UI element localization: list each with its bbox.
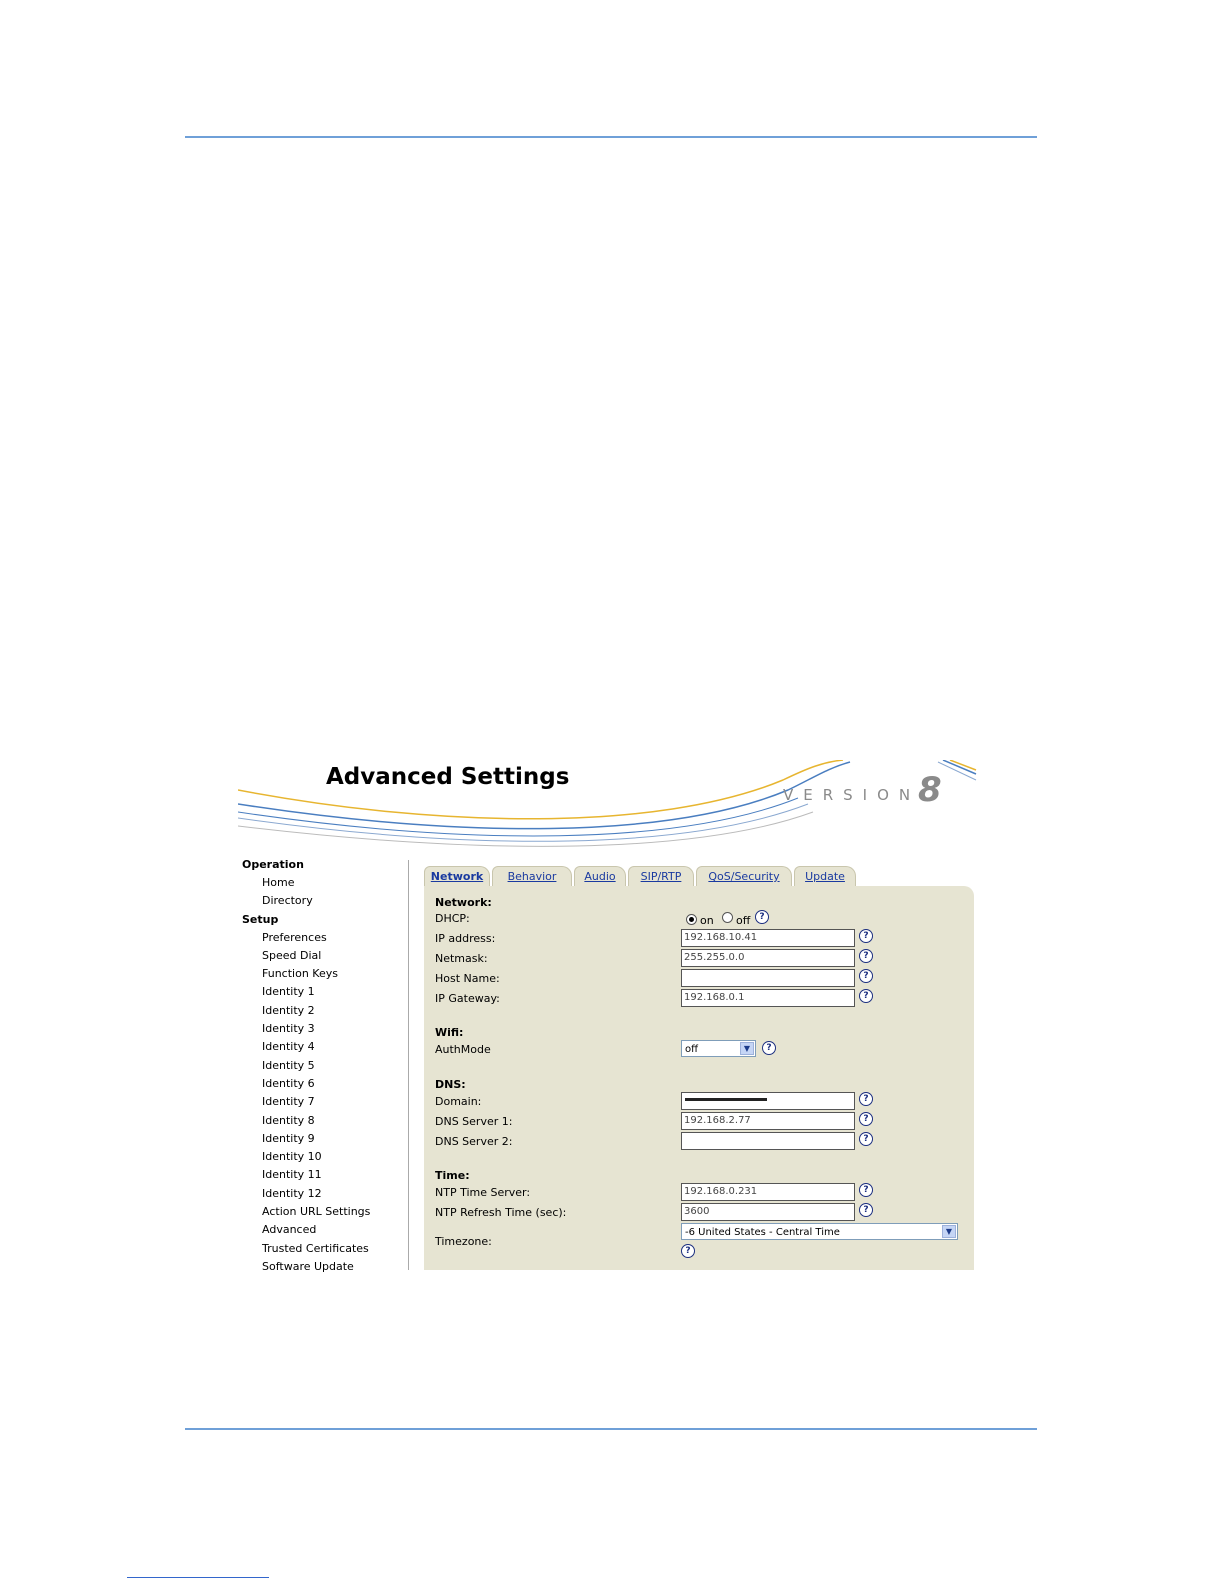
sidebar-item-identity-10[interactable]: Identity 10: [262, 1150, 322, 1164]
timezone-label: Timezone:: [435, 1235, 492, 1248]
ntp-time-server-label: NTP Time Server:: [435, 1186, 531, 1199]
ip-gateway-label: IP Gateway:: [435, 992, 500, 1005]
sidebar-item-action-url-settings[interactable]: Action URL Settings: [262, 1205, 371, 1219]
sidebar-item-home[interactable]: Home: [262, 876, 295, 889]
sidebar-item-speed-dial[interactable]: Speed Dial: [262, 948, 322, 962]
domain-label: Domain:: [435, 1095, 482, 1108]
sidebar-item-identity-12[interactable]: Identity 12: [262, 1186, 322, 1200]
sidebar-item-advanced[interactable]: Advanced: [262, 1223, 317, 1237]
dhcp-on-label: on: [700, 914, 714, 927]
host-name-label: Host Name:: [435, 972, 500, 985]
version-label: VERSION: [783, 786, 921, 804]
header-rule: [185, 136, 1037, 138]
host-name-field[interactable]: [681, 969, 855, 987]
ip-address-label: IP address:: [435, 932, 496, 945]
timezone-value: -6 United States - Central Time: [685, 1227, 840, 1238]
netmask-field[interactable]: 255.255.0.0: [681, 949, 855, 967]
dhcp-off-label: off: [736, 914, 751, 927]
ip-gateway-help-icon[interactable]: ?: [859, 989, 873, 1003]
sidebar-item-directory[interactable]: Directory: [262, 894, 313, 908]
ntp-time-server-help-icon[interactable]: ?: [859, 1183, 873, 1197]
tab-update[interactable]: Update: [794, 866, 856, 887]
tab-behavior[interactable]: Behavior: [492, 866, 572, 887]
footnote-separator: [127, 1577, 269, 1578]
sidebar-nav: [238, 856, 408, 1276]
chevron-down-icon[interactable]: ▼: [740, 1042, 754, 1055]
chevron-down-icon[interactable]: ▼: [942, 1225, 956, 1238]
domain-field[interactable]: [681, 1092, 855, 1110]
sidebar-item-identity-7[interactable]: Identity 7: [262, 1095, 315, 1109]
banner: [238, 760, 986, 855]
footer-rule: [185, 1428, 1037, 1430]
sidebar-item-identity-6[interactable]: Identity 6: [262, 1076, 315, 1090]
ip-gateway-field[interactable]: 192.168.0.1: [681, 989, 855, 1007]
ip-address-field[interactable]: 192.168.10.41: [681, 929, 855, 947]
sidebar-item-software-update[interactable]: Software Update: [262, 1259, 354, 1273]
sidebar-item-identity-9[interactable]: Identity 9: [262, 1131, 315, 1145]
page-title: Advanced Settings: [326, 764, 570, 790]
dhcp-help-icon[interactable]: ?: [755, 910, 769, 924]
sidebar-heading-operation: Operation: [242, 858, 304, 871]
host-name-help-icon[interactable]: ?: [859, 969, 873, 983]
sidebar-item-identity-8[interactable]: Identity 8: [262, 1113, 315, 1127]
tab-sip-rtp[interactable]: SIP/RTP: [628, 866, 694, 887]
authmode-help-icon[interactable]: ?: [762, 1041, 776, 1055]
sidebar-item-identity-11[interactable]: Identity 11: [262, 1168, 322, 1182]
dns-server-2-label: DNS Server 2:: [435, 1135, 513, 1148]
network-heading: Network:: [435, 896, 492, 909]
dns-server-2-field[interactable]: [681, 1132, 855, 1150]
sidebar-item-identity-5[interactable]: Identity 5: [262, 1058, 315, 1072]
timezone-help-icon[interactable]: ?: [681, 1244, 695, 1258]
sidebar-divider: [408, 860, 409, 1270]
screenshot-figure: [238, 760, 986, 1273]
redaction-mark: [685, 1098, 767, 1101]
wifi-heading: Wifi:: [435, 1026, 464, 1039]
sidebar-item-function-keys[interactable]: Function Keys: [262, 967, 338, 981]
sidebar-item-trusted-certificates[interactable]: Trusted Certificates: [262, 1241, 369, 1255]
domain-help-icon[interactable]: ?: [859, 1092, 873, 1106]
sidebar-heading-setup: Setup: [242, 912, 279, 926]
authmode-label: AuthMode: [435, 1043, 491, 1056]
dhcp-on-radio[interactable]: [686, 914, 697, 925]
sidebar-item-identity-2[interactable]: Identity 2: [262, 1003, 315, 1017]
sidebar-item-identity-3[interactable]: Identity 3: [262, 1022, 315, 1036]
tab-audio[interactable]: Audio: [574, 866, 626, 887]
dns-server-1-help-icon[interactable]: ?: [859, 1112, 873, 1126]
dns-server-1-field[interactable]: 192.168.2.77: [681, 1112, 855, 1130]
netmask-label: Netmask:: [435, 952, 488, 965]
ntp-refresh-label: NTP Refresh Time (sec):: [435, 1206, 567, 1219]
time-heading: Time:: [435, 1169, 470, 1182]
tab-network[interactable]: Network: [424, 866, 490, 887]
dhcp-off-radio[interactable]: [722, 912, 733, 923]
ntp-refresh-help-icon[interactable]: ?: [859, 1203, 873, 1217]
netmask-help-icon[interactable]: ?: [859, 949, 873, 963]
ntp-refresh-field[interactable]: 3600: [681, 1203, 855, 1221]
settings-panel: [424, 886, 974, 1270]
sidebar-item-identity-1[interactable]: Identity 1: [262, 985, 315, 999]
authmode-select[interactable]: [681, 1040, 756, 1057]
sidebar-item-identity-4[interactable]: Identity 4: [262, 1040, 315, 1054]
dns-heading: DNS:: [435, 1078, 466, 1091]
version-number: 8: [918, 770, 942, 810]
ip-address-help-icon[interactable]: ?: [859, 929, 873, 943]
timezone-select[interactable]: [681, 1223, 958, 1240]
tab-qos-security[interactable]: QoS/Security: [696, 866, 792, 887]
dns-server-1-label: DNS Server 1:: [435, 1115, 513, 1128]
dhcp-label: DHCP:: [435, 912, 470, 925]
authmode-value: off: [685, 1044, 699, 1055]
sidebar-item-preferences[interactable]: Preferences: [262, 930, 327, 944]
dns-server-2-help-icon[interactable]: ?: [859, 1132, 873, 1146]
ntp-time-server-field[interactable]: 192.168.0.231: [681, 1183, 855, 1201]
